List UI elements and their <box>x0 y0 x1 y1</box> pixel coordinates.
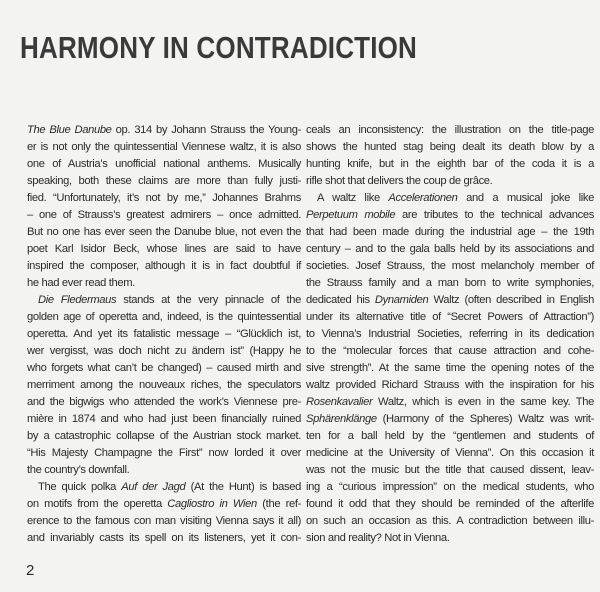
text-line <box>27 309 301 326</box>
text-line <box>306 496 594 513</box>
body-text: and invariably casts its spell on its listeners, yet it con- <box>27 532 301 544</box>
body-text: century – and to the gala balls held by its associations and <box>306 243 594 255</box>
text-line <box>27 343 301 360</box>
body-text: that had been made during the industrial age – the 19th <box>306 226 594 238</box>
body-text: (At the Hunt) is based <box>185 481 301 493</box>
text-line <box>306 360 594 377</box>
body-text: and a musical joke like <box>457 192 594 204</box>
body-text: dedicated his <box>306 294 375 306</box>
italic-title-text: Perpetuum mobile <box>306 209 396 221</box>
body-text: on motifs from the operetta <box>27 498 168 510</box>
text-line <box>27 462 301 479</box>
text-line <box>306 139 594 156</box>
text-line <box>306 156 594 173</box>
text-line <box>27 513 301 530</box>
body-text: The quick polka <box>38 481 122 493</box>
italic-title-text: Sphärenklänge <box>306 413 377 425</box>
text-line <box>27 156 301 173</box>
text-line <box>306 377 594 394</box>
body-text: (the ref- <box>256 498 301 510</box>
text-line <box>27 360 301 377</box>
body-text: rifle shot that delivers the coup de grâce. <box>306 175 493 187</box>
text-line <box>27 326 301 343</box>
body-text: (Harmony of the Spheres) Waltz was writ- <box>376 413 594 425</box>
body-text: the country’s downfall. <box>27 464 130 476</box>
text-line <box>306 462 594 479</box>
text-line <box>27 530 301 547</box>
body-text: inspired the composer, although it is in fact doubtful if <box>27 260 301 272</box>
body-text: to the “molecular forces that cause attraction and cohe- <box>306 345 594 357</box>
body-text: on such an occasion as this. A contradiction between illu- <box>306 515 594 527</box>
body-text: ten for a ball held by the “gentlemen and students of <box>306 430 594 442</box>
body-text: poet Karl Isidor Beck, whose lines are said to have <box>27 243 301 255</box>
text-line <box>27 122 301 139</box>
body-text: found it odd that they should be reminded of the afterlife <box>306 498 594 510</box>
body-text: the Strauss family and a man born to write symphonies, <box>306 277 594 289</box>
italic-title-text: Accelerationen <box>388 192 458 204</box>
text-line <box>27 292 301 309</box>
body-text: golden age of operetta and, indeed, is the quintessential <box>27 311 301 323</box>
text-line <box>306 326 594 343</box>
body-text: operetta. And yet its fatalistic message – “Glücklich ist, <box>27 328 301 340</box>
text-line <box>27 224 301 241</box>
text-line <box>306 241 594 258</box>
text-line <box>306 275 594 292</box>
body-text: sion and reality? Not in Vienna. <box>306 532 450 544</box>
text-column-right <box>306 122 594 547</box>
text-line <box>27 377 301 394</box>
italic-title-text: Die Fledermaus <box>38 294 117 306</box>
body-text: was not the music but the title that caused dissent, leav- <box>306 464 594 476</box>
text-line <box>306 292 594 309</box>
body-text: sive strength”. At the same time the opening notes of the <box>306 362 594 374</box>
text-line <box>306 445 594 462</box>
body-text: A waltz like <box>317 192 389 204</box>
text-line <box>306 190 594 207</box>
text-line <box>306 343 594 360</box>
text-line <box>27 258 301 275</box>
text-line <box>27 479 301 496</box>
page-title: HARMONY IN CONTRADICTION <box>20 30 418 65</box>
italic-title-text: Dynamiden <box>374 294 429 306</box>
text-line <box>27 445 301 462</box>
body-text: merriment among the nouveaux riches, the speculators <box>27 379 301 391</box>
body-text: speaking, both these claims are more than fully justi- <box>27 175 301 187</box>
text-line <box>27 207 301 224</box>
body-text: hunting knife, but in the eighth bar of the coda it is a <box>306 158 594 170</box>
text-line <box>27 411 301 428</box>
italic-title-text: Rosenkavalier <box>306 396 373 408</box>
body-text: medicine at the University of Vienna”. On this occasion it <box>306 447 594 459</box>
body-text: ceals an inconsistency: the illustration on the title-page <box>306 124 594 136</box>
body-text: ing a “curious impression” on the medical students, who <box>306 481 594 493</box>
body-text: er is not only the quintessential Viennese waltz, it is also <box>27 141 301 153</box>
text-column-left <box>27 122 301 547</box>
text-line <box>27 173 301 190</box>
text-line <box>306 207 594 224</box>
text-line <box>306 224 594 241</box>
body-text: are tributes to the technical advances <box>395 209 594 221</box>
text-line <box>27 496 301 513</box>
body-text: mière in 1874 and who had just been financially ruined <box>27 413 301 425</box>
italic-title-text: Cagliostro in Wien <box>167 498 257 510</box>
body-text: to Vienna’s Industrial Societies, referring in its dedication <box>306 328 594 340</box>
text-line <box>27 275 301 292</box>
italic-title-text: The Blue Danube <box>27 124 112 136</box>
text-line <box>306 394 594 411</box>
body-text: by a catastrophic collapse of the Austrian stock market. <box>27 430 301 442</box>
text-line <box>27 394 301 411</box>
text-line <box>306 513 594 530</box>
text-line <box>27 190 301 207</box>
text-line <box>306 258 594 275</box>
body-text: erence to the famous con man visiting Vienna says it all) <box>27 515 301 527</box>
body-text: Waltz, which is even in the same key. The <box>372 396 594 408</box>
body-text: “His Majesty Champagne the First” now lorded it over <box>27 447 301 459</box>
body-text: he had ever read them. <box>27 277 135 289</box>
text-line <box>306 122 594 139</box>
body-text: Waltz (often described in English <box>428 294 594 306</box>
body-text: under its alternative title of “Secret Powers of Attraction”) <box>306 311 594 323</box>
body-text: – one of Strauss’s greatest admirers – once admitted. <box>27 209 301 221</box>
text-line <box>306 428 594 445</box>
body-text: But no one has ever seen the Danube blue, not even the <box>27 226 301 238</box>
text-line <box>306 411 594 428</box>
text-line <box>27 241 301 258</box>
text-line <box>27 139 301 156</box>
text-line <box>27 428 301 445</box>
body-text: fied. “Unfortunately, it’s not by me,” Johannes Brahms <box>27 192 301 204</box>
italic-title-text: Auf der Jagd <box>121 481 186 493</box>
text-line <box>306 530 594 547</box>
body-text: shows the hunted stag being dealt its death blow by a <box>306 141 594 153</box>
body-text: wer vergisst, was doch nicht zu ändern ist” (Happy he <box>27 345 301 357</box>
text-line <box>306 173 594 190</box>
body-text: op. 314 by Johann Strauss the Young- <box>111 124 301 136</box>
body-text: who forgets what can’t be changed) – caused mirth and <box>27 362 301 374</box>
text-line <box>306 479 594 496</box>
body-text: waltz provided Richard Strauss with the inspiration for his <box>306 379 594 391</box>
body-text: societies. Josef Strauss, the most melancholy member of <box>306 260 594 272</box>
text-line <box>306 309 594 326</box>
page-number: 2 <box>26 562 35 579</box>
body-text: and the bigwigs who attended the work’s Viennese pre- <box>27 396 301 408</box>
body-text: one of Austria’s unofficial national anthems. Musically <box>27 158 301 170</box>
body-text: stands at the very pinnacle of the <box>116 294 301 306</box>
